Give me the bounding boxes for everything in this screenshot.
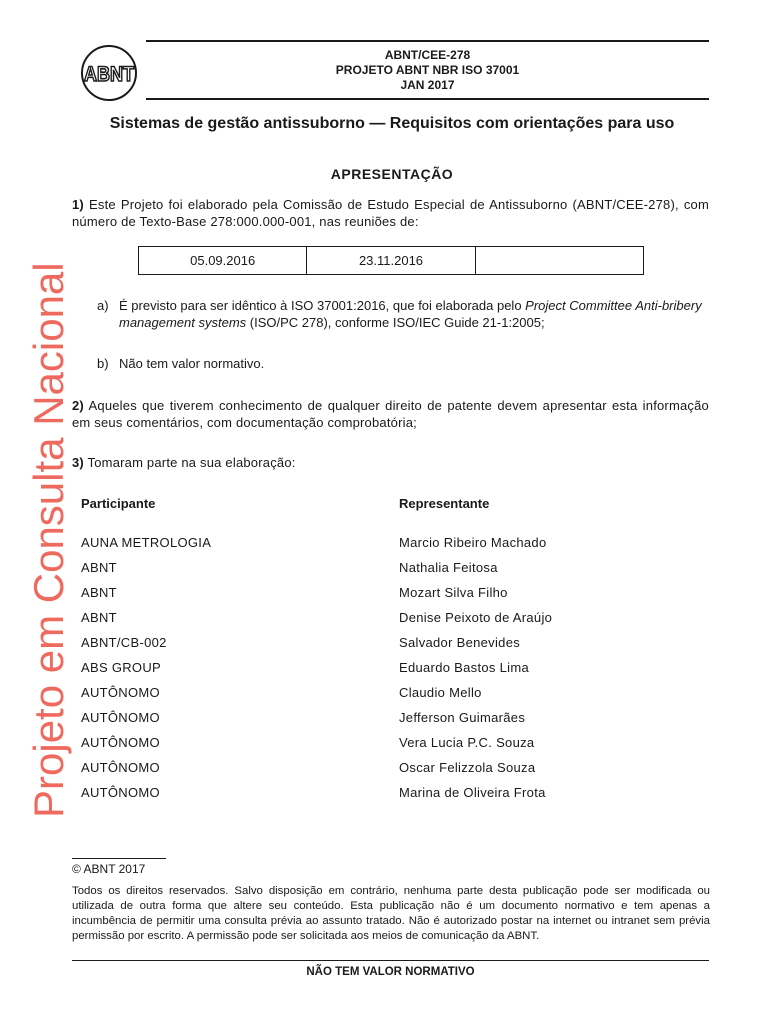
table-row-representative: Oscar Felizzola Souza xyxy=(399,760,536,775)
table-row-representative: Nathalia Feitosa xyxy=(399,560,498,575)
list-item-b-label: b) xyxy=(97,356,109,371)
meeting-date-2: 23.11.2016 xyxy=(307,247,475,275)
abnt-logo xyxy=(80,44,138,102)
table-row-participant: ABNT xyxy=(81,610,117,625)
representative-column-header: Representante xyxy=(399,496,490,511)
list-item-b-text: Não tem valor normativo. xyxy=(119,356,265,371)
header-project: PROJETO ABNT NBR ISO 37001 xyxy=(335,63,520,77)
table-row-participant: ABNT/CB-002 xyxy=(81,635,167,650)
participant-column-header: Participante xyxy=(81,496,156,511)
paragraph-3-number: 3) xyxy=(72,455,84,470)
copyright-notice: © ABNT 2017 xyxy=(72,862,146,876)
header-top-rule xyxy=(146,40,709,42)
list-item-a-committee-name: Project Committee Anti-bribery management systems xyxy=(119,298,702,330)
table-row-representative: Marcio Ribeiro Machado xyxy=(399,535,547,550)
table-row-participant: AUTÔNOMO xyxy=(81,735,160,750)
table-row-representative: Denise Peixoto de Araújo xyxy=(399,610,553,625)
header-committee: ABNT/CEE-278 xyxy=(384,48,471,62)
table-row-representative: Vera Lucia P.C. Souza xyxy=(399,735,535,750)
paragraph-1-number: 1) xyxy=(72,197,84,212)
list-item-b xyxy=(97,355,709,372)
copyright-rule xyxy=(72,858,166,859)
meetings-table xyxy=(138,246,644,275)
table-row-participant: AUTÔNOMO xyxy=(81,685,160,700)
footer-non-normative: NÃO TEM VALOR NORMATIVO xyxy=(306,966,475,978)
paragraph-3-text: Tomaram parte na sua elaboração: xyxy=(87,455,296,470)
table-row-representative: Marina de Oliveira Frota xyxy=(399,785,546,800)
table-row-participant: AUTÔNOMO xyxy=(81,785,160,800)
meeting-date-1: 05.09.2016 xyxy=(139,247,307,275)
table-row-participant: ABS GROUP xyxy=(81,660,161,675)
legal-notice: Todos os direitos reservados. Salvo disposição em contrário, nenhuma parte desta publicação pode ser modificada ou utilizada de outra forma que altere seu conteúdo. Esta publicação não é um documento normativo e tem apenas a incumbência de permitir uma consulta prévia ao assunto tratado. Não é autorizado postar na internet ou intranet sem prévia permissão por escrito. A permissão pode ser solicitada aos meios de comunicação da ABNT. xyxy=(72,885,710,942)
list-item-a-label: a) xyxy=(97,298,109,313)
document-title: Sistemas de gestão antissuborno — Requisitos com orientações para uso xyxy=(109,115,675,132)
footer-rule xyxy=(72,960,709,961)
svg-text:ABNT: ABNT xyxy=(84,63,135,86)
paragraph-2-number: 2) xyxy=(72,398,84,413)
paragraph-2-text: Aqueles que tiverem conhecimento de qualquer direito de patente devem apresentar esta informação em seus comentários, com documentação comprobatória; xyxy=(72,398,709,430)
paragraph-1 xyxy=(72,196,709,230)
list-item-a-text-2: (ISO/PC 278), conforme ISO/IEC Guide 21-1:2005; xyxy=(246,315,545,330)
section-title: APRESENTAÇÃO xyxy=(330,166,454,182)
table-row-representative: Jefferson Guimarães xyxy=(399,710,526,725)
table-row-representative: Claudio Mello xyxy=(399,685,482,700)
paragraph-1-text: Este Projeto foi elaborado pela Comissão de Estudo Especial de Antissuborno (ABNT/CEE-278), com número de Texto-Base 278:000.000-001, nas reuniões de: xyxy=(72,197,710,229)
table-row-representative: Mozart Silva Filho xyxy=(399,585,508,600)
header-date: JAN 2017 xyxy=(400,78,455,92)
table-row-participant: AUTÔNOMO xyxy=(81,710,160,725)
list-item-a-text-1: É previsto para ser idêntico à ISO 37001:2016, que foi elaborada pelo xyxy=(119,298,526,313)
table-row-representative: Salvador Benevides xyxy=(399,635,521,650)
table-row-participant: ABNT xyxy=(81,585,117,600)
table-row-representative: Eduardo Bastos Lima xyxy=(399,660,529,675)
paragraph-2 xyxy=(72,397,709,431)
table-row-participant: ABNT xyxy=(81,560,117,575)
paragraph-3 xyxy=(72,454,709,471)
watermark: Projeto em Consulta Nacional xyxy=(25,262,72,818)
table-row-participant: AUNA METROLOGIA xyxy=(81,535,212,550)
table-row-participant: AUTÔNOMO xyxy=(81,760,160,775)
header-bottom-rule xyxy=(146,98,709,100)
meeting-date-3 xyxy=(475,247,643,275)
list-item-a xyxy=(97,297,709,331)
